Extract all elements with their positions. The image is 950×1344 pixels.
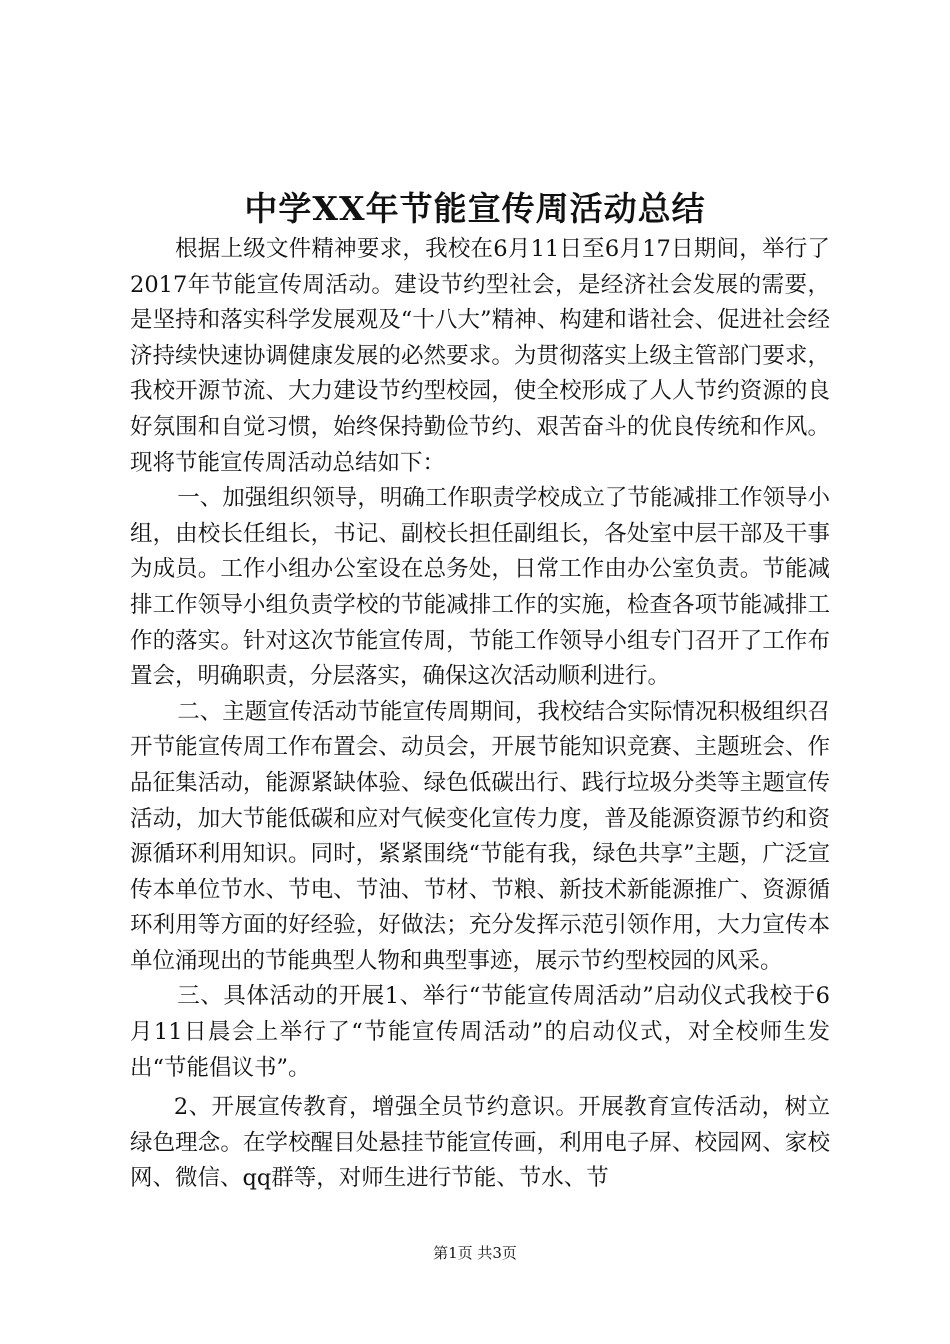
paragraph-section-2: 二、主题宣传活动节能宣传周期间，我校结合实际情况积极组织召开节能宣传周工作布置会、动员会，开展节能知识竞赛、主题班会、作品征集活动，能源紧缺体验、绿色低碳出行、践行垃圾分类等主题宣传活动，加大节能低碳和应对气候变化宣传力度，普及能源资源节约和资源循环利用知识。同时，紧紧围绕“节能有我，绿色共享”主题，广泛宣传本单位节水、节电、节油、节材、节粮、新技术新能源推广、资源循环利用等方面的好经验，好做法；充分发挥示范引领作用，大力宣传本单位涌现出的节能典型人物和典型事迹，展示节约型校园的风采。: [130, 698, 830, 974]
document-title: 中学XX年节能宣传周活动总结: [244, 189, 706, 228]
document-body: [130, 232, 830, 1197]
paragraph-section-3: 三、具体活动的开展1、举行“节能宣传周活动”启动仪式我校于6月11日晨会上举行了“节能宣传周活动”的启动仪式，对全校师生发出“节能倡议书”。: [130, 983, 830, 1081]
paragraph-item-2: 2、开展宣传教育，增强全员节约意识。开展教育宣传活动，树立绿色理念。在学校醒目处悬挂节能宣传画，利用电子屏、校园网、家校网、微信、qq群等，对师生进行节能、节水、节: [130, 1094, 830, 1192]
paragraph-intro: 根据上级文件精神要求，我校在6月11日至6月17日期间，举行了2017年节能宣传周活动。建设节约型社会，是经济社会发展的需要，是坚持和落实科学发展观及“十八大”精神、构建和谐社会、促进社会经济持续快速协调健康发展的必然要求。为贯彻落实上级主管部门要求，我校开源节流、大力建设节约型校园，使全校形成了人人节约资源的良好氛围和自觉习惯，始终保持勤俭节约、艰苦奋斗的优良传统和作风。现将节能宣传周活动总结如下：: [130, 236, 830, 476]
paragraph-section-1: 一、加强组织领导，明确工作职责学校成立了节能减排工作领导小组，由校长任组长，书记、副校长担任副组长，各处室中层干部及干事为成员。工作小组办公室设在总务处，日常工作由办公室负责。节能减排工作领导小组负责学校的节能减排工作的实施，检查各项节能减排工作的落实。针对这次节能宣传周，节能工作领导小组专门召开了工作布置会，明确职责，分层落实，确保这次活动顺利进行。: [130, 485, 830, 690]
page-footer: 第1页 共3页: [433, 1244, 517, 1262]
